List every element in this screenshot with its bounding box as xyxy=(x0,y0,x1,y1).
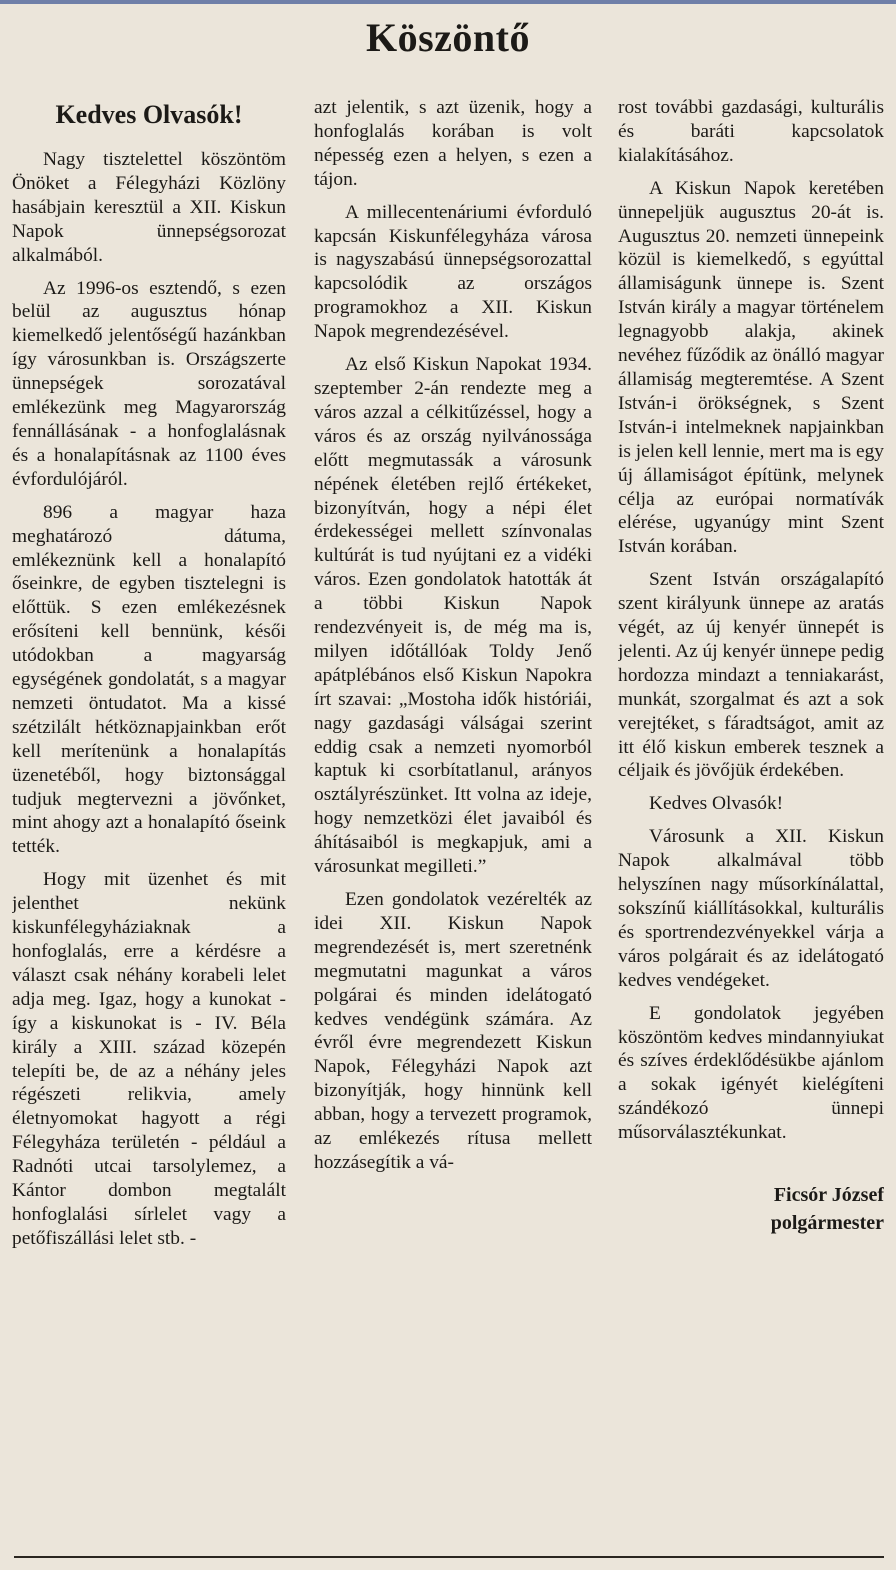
column-2 xyxy=(314,96,592,1556)
paragraph: E gondolatok jegyében köszöntöm kedves mindannyiukat és szíves érdeklődésükbe ajánlom a sokak igényét kielégíteni szándékozó ünnepi műsorválasztékunkat. xyxy=(618,1002,884,1144)
paragraph: Az 1996-os esztendő, s ezen belül az augusztus hónap kiemelkedő jelentőségű hazánkban így városunkban is. Országszerte ünnepségek sorozatával emlékezünk meg Magyarország fennállásának - a honfoglalásnak és a honalapításnak az 1100 éves évfordulójáról. xyxy=(12,277,286,490)
paragraph: Nagy tisztelettel köszöntöm Önöket a Félegyházi Közlöny hasábjain keresztül a XII. Kiskun Napok ünnepségsorozat alkalmából. xyxy=(12,149,286,266)
paragraph: Szent István országalapító szent királyunk ünnepe az aratás végét, az új kenyér ünnepét is jelenti. Az új kenyér ünnepe pedig hordozza mindazt a tenniakarást, munkát, szorgalmat és azt a sok verejtéket, s fáradtságot, amit az itt élő kiskun emberek tesznek a céljaik és jövőjük érdekében. xyxy=(618,569,884,782)
closing-greeting: Kedves Olvasók! xyxy=(649,793,784,815)
paragraph: 896 a magyar haza meghatározó dátuma, emlékeznünk kell a honalapító őseinkre, de egyben tisztelegni is előttük. S ezen emlékezésnek erősíteni kell bennünk, késői utódokban a magyarság egységének gondolatát, s a magyar nemzeti öntudatot. Ma a kissé szétzilált hétköznapjainkban erőt kell merítenünk a honalapítás üzenetéből, hogy biztonsággal tudjuk megtervezni a jövőnket, mint ahogy azt a honalapító őseink tették. xyxy=(12,501,286,858)
bottom-rule xyxy=(14,1556,884,1558)
paragraph: azt jelentik, s azt üzenik, hogy a honfoglalás korában is volt népesség ezen a helyen, s ezen a tájon. xyxy=(314,97,592,190)
article-title: Köszöntő xyxy=(366,15,530,60)
paragraph: rost további gazdasági, kulturális és baráti kapcsolatok kialakításához. xyxy=(618,97,884,166)
paragraph: Városunk a XII. Kiskun Napok alkalmával több helyszínen nagy műsorkínálattal, sokszínű kiállításokkal, kulturális és sportrendezvényekkel várja a város polgárait és az idelátogató kedves vendégeket. xyxy=(618,826,884,991)
signature-role: polgármester xyxy=(770,1212,884,1235)
column-3 xyxy=(618,96,884,1556)
paragraph: A millecentenáriumi évforduló kapcsán Kiskunfélegyháza városa is nagyszabású ünnepségsorozattal kapcsolódik az országos programokhoz a XII. Kiskun Napok megrendezésével. xyxy=(314,201,592,343)
column-1 xyxy=(12,92,286,1552)
paragraph: Hogy mit üzenhet és mit jelenthet nekünk kiskunfélegyháziaknak a honfoglalás, erre a kérdésre a választ csak néhány korabeli lelet adja meg. Igaz, hogy a kunokat - így a kiskunokat is - IV. Béla király a XIII. század közepén telepíti be, de az a néhány jeles régészeti relikvia, amely életnyomokat hagyott a régi Félegyháza területén - például a Radnóti utcai tarsolylemez, a Kántor dombon megtalált honfoglalási sírlelet vagy a petőfiszállási lelet stb. - xyxy=(12,869,286,1249)
signature-name: Ficsór József xyxy=(773,1184,884,1207)
paragraph: A Kiskun Napok keretében ünnepeljük augusztus 20-át is. Augusztus 20. nemzeti ünnepeink közül is kiemelkedő, s egyúttal államiságunk ünnepe is. Szent István király a magyar történelem legnagyobb alakja, akinek nevéhez fűződik az önálló magyar államiság megteremtése. A Szent István-i örökségnek, s Szent István-i intelmeknek napjainkban is jelen kell lennie, mert ma is egy új államiságot építünk, melynek célja az európai normatívák elérése, ugyanúgy mint Szent István korában. xyxy=(618,177,884,558)
top-rule xyxy=(0,0,896,4)
paragraph: Ezen gondolatok vezérelték az idei XII. Kiskun Napok megrendezését is, mert szeretnénk megmutatni magunkat a város polgárai és minden idelátogató kedves vendégünk számára. Az évről évre megrendezett Kiskun Napok, Félegyházi Napok azt bizonyítják, hogy hinnünk kell abban, hogy a tervezett programok, az emlékezés rítusa mellett hozzásegítik a vá- xyxy=(314,889,592,1173)
greeting-heading: Kedves Olvasók! xyxy=(55,100,243,129)
signature xyxy=(618,1181,884,1237)
paragraph: Az első Kiskun Napokat 1934. szeptember 2-án rendezte meg a város azzal a célkitűzéssel, hogy a város és az ország nyilvánossága előtt megmutassák a városunk népének életében rejlő értékeket, bizonyítván, hogy a népi élet érdekességei mellett színvonalas kultúrát is tud nyújtani ez a vidéki város. Ezen gondolatok hatották át a többi Kiskun Napok rendezvényeit is, de még ma is, milyen időtállóak Toldy Jenő apátplébános első Kiskun Napokra írt szavai: „Mostoha idők históriái, nagy gazdasági válságai szerint eddig csak a nemzeti nyomorból kaptuk ki csorbítatlanul, arányos osztályrészünket. Itt volna az ideje, hogy nemzetközi élet javaiból és áhításaiból is megkapjuk, ami a városunkat megilleti.” xyxy=(314,354,592,878)
